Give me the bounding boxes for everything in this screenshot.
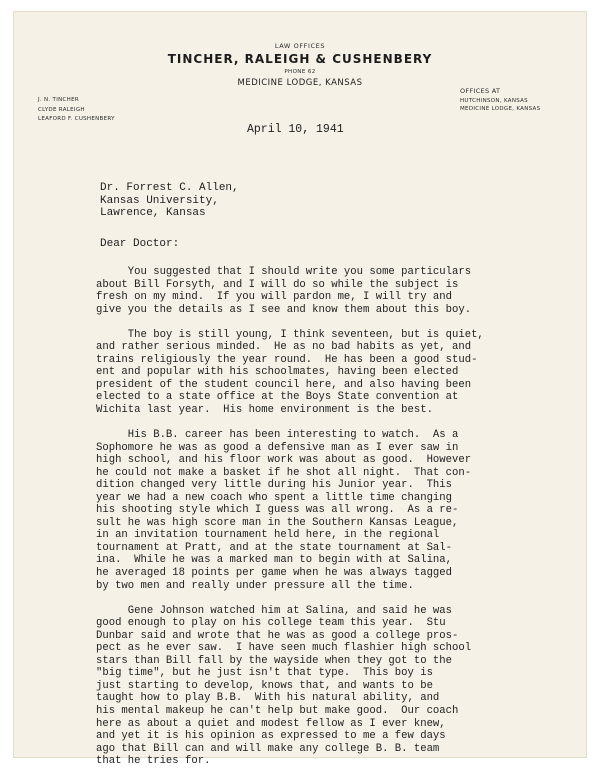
text-line: taught how to play B.B. With his natural ability, and — [96, 692, 440, 705]
text-line: You suggested that I should write you some particulars — [96, 266, 472, 278]
letterhead-partners — [38, 96, 115, 125]
partner-name: J. N. TINCHER — [38, 97, 79, 103]
text-line: his shooting style which I guess was all wrong. As a re- — [96, 504, 459, 517]
paragraph — [96, 329, 586, 417]
text-line: in an invitation tournament held here, in the regional — [96, 529, 440, 542]
text-line: that he tries for. — [96, 755, 211, 768]
letterhead-city: MEDICINE LODGE, KANSAS — [237, 78, 363, 88]
text-line: trains religiously the year round. He has been a good stud- — [96, 353, 478, 366]
recipient-address — [100, 182, 239, 220]
letterhead-firm-name: TINCHER, RALEIGH & CUSHENBERY — [167, 52, 433, 66]
text-line: Wichita last year. His home environment is the best. — [96, 403, 433, 416]
text-line: president of the student council here, and also having been — [96, 378, 472, 391]
letter-body — [96, 266, 586, 780]
text-line: elected to a state office at the Boys State convention at — [96, 391, 459, 404]
text-line: fresh on my mind. If you will pardon me, I will try and — [96, 291, 453, 304]
text-line: and rather serious minded. He as no bad habits as yet, and — [96, 341, 472, 354]
paragraph — [96, 266, 586, 316]
address-line: Lawrence, Kansas — [100, 207, 206, 219]
paragraph — [96, 429, 586, 592]
text-line: here as about a quiet and modest fellow as I ever knew, — [96, 717, 446, 730]
text-line: high school, and his floor work was about as good. However — [96, 454, 472, 467]
text-line: he could not make a basket if he shot all night. That con- — [96, 466, 472, 479]
salutation: Dear Doctor: — [100, 238, 180, 250]
text-line: year we had a new coach who spent a little time changing — [96, 491, 453, 504]
text-line: he averaged 18 points per game when he was always tagged — [96, 567, 453, 580]
letter-page — [14, 12, 586, 768]
text-line: Gene Johnson watched him at Salina, and said he was — [96, 604, 453, 617]
paragraph — [96, 605, 586, 768]
letterhead-office-label: LAW OFFICES — [274, 42, 326, 50]
text-line: by two men and really under pressure all the time. — [96, 579, 414, 592]
offices-header: OFFICES AT — [460, 87, 501, 95]
text-line: good enough to play on his college team this year. Stu — [96, 617, 446, 630]
text-line: Dunbar said and wrote that he was as good a college pros- — [96, 629, 459, 642]
letterhead-offices — [460, 87, 570, 114]
text-line: The boy is still young, I think seventeen, but is quiet, — [96, 328, 484, 341]
text-line: His B.B. career has been interesting to watch. As a — [96, 429, 459, 442]
text-line: about Bill Forsyth, and I will do so while the subject is — [96, 278, 459, 291]
text-line: stars than Bill fall by the wayside when they got to the — [96, 654, 453, 667]
text-line: Sophomore he was as good a defensive man as I ever saw in — [96, 441, 459, 454]
text-line: just starting to develop, knows that, and wants to be — [96, 679, 433, 692]
text-line: pect as he ever saw. I have seen much flashier high school — [96, 642, 472, 655]
address-line: Kansas University, — [100, 194, 219, 207]
text-line: sult he was high score man in the Southern Kansas League, — [96, 516, 459, 529]
letterhead-phone: PHONE 62 — [284, 69, 316, 75]
text-line: ago that Bill can and will make any college B. B. team — [96, 742, 440, 755]
text-line: ent and popular with his schoolmates, having been elected — [96, 366, 459, 379]
text-line: his mental makeup he can't help but make good. Our coach — [96, 705, 459, 717]
text-line: and yet it is his opinion as expressed to me a few days — [96, 730, 446, 743]
office-location: HUTCHINSON, KANSAS — [460, 97, 528, 104]
text-line: ina. While he was a marked man to begin with at Salina, — [96, 554, 453, 567]
office-location: MEDICINE LODGE, KANSAS — [460, 106, 541, 112]
address-line: Dr. Forrest C. Allen, — [100, 182, 239, 194]
letter-date: April 10, 1941 — [247, 123, 344, 136]
text-line: give you the details as I see and know them about this boy. — [96, 303, 472, 316]
partner-name: CLYDE RALEIGH — [38, 106, 85, 113]
partner-name: LEAFORD F. CUSHENBERY — [38, 116, 115, 122]
text-line: dition changed very little during his Junior year. This — [96, 479, 453, 492]
text-line: "big time", but he just isn't that type. This boy is — [96, 667, 433, 680]
text-line: tournament at Pratt, and at the state tournament at Sal- — [96, 541, 453, 554]
